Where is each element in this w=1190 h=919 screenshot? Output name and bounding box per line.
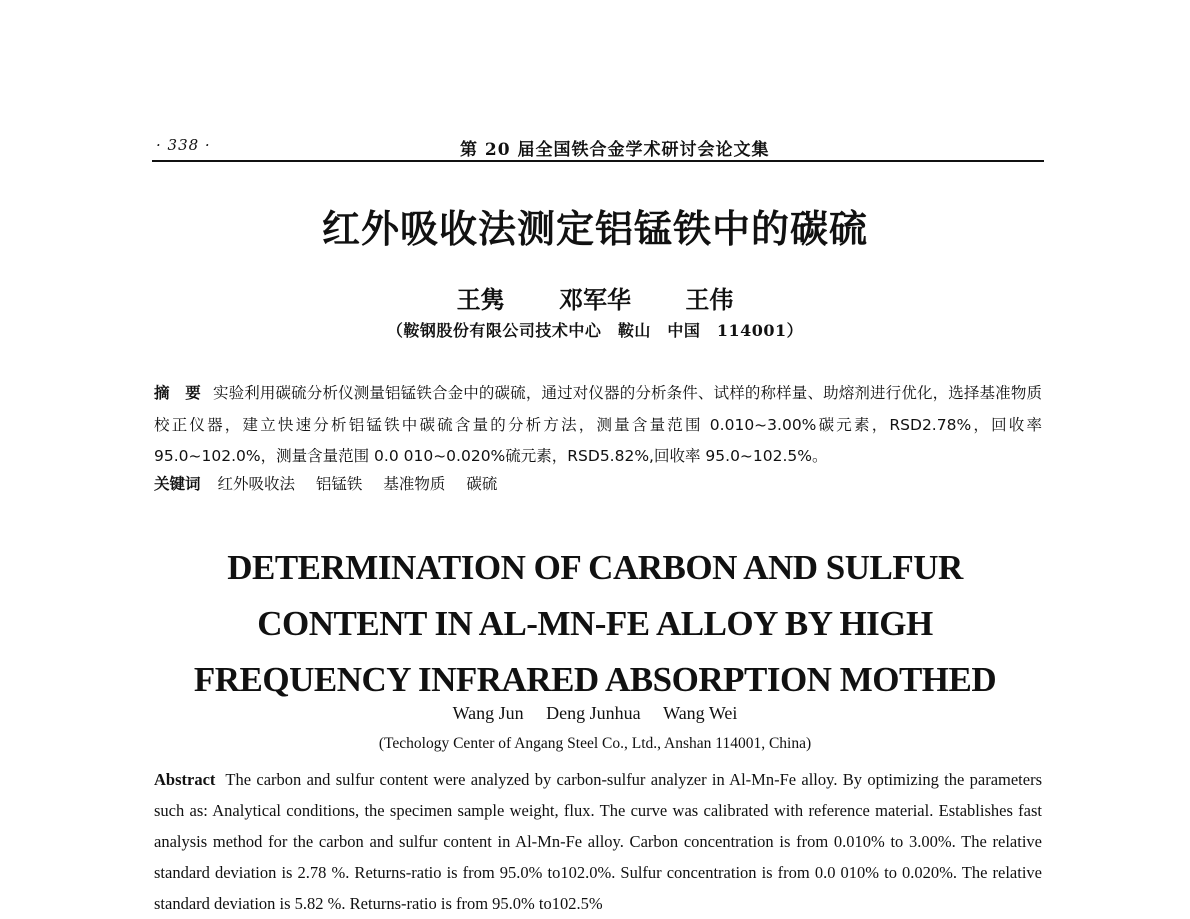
chinese-title: 红外吸收法测定铝锰铁中的碳硫: [321, 207, 868, 251]
proceedings-title: 第 20 届全国铁合金学术研讨会论文集: [460, 140, 770, 160]
english-title-line: DETERMINATION OF CARBON AND SULFUR: [227, 548, 963, 587]
english-abstract-text: The carbon and sulfur content were analyzed by carbon-sulfur analyzer in Al-Mn-Fe alloy. By optimizing the parameters such as: Analytical conditions, the specimen sample weight, flux. The curve was calibrated with reference material. Establishes fast analysis method for the carbon and sulfur content in Al-Mn-Fe alloy. Carbon concentration is from 0.010% to 3.00%. The relative standard deviation is 2.78 %. Returns-ratio is from 95.0% to102.0%. Sulfur concentration is from 0.0 010% to 0.020%. The relative standard deviation is 5.82 %. Returns-ratio is from 95.0% to102.5%: [154, 770, 1042, 913]
chinese-authors: [0, 280, 1190, 315]
author-2: 邓军华: [559, 285, 631, 314]
keywords-label: 关键词: [154, 475, 201, 493]
english-title-line: CONTENT IN AL-MN-FE ALLOY BY HIGH: [257, 604, 933, 643]
chinese-abstract-label: 摘 要: [154, 384, 201, 402]
keyword: 基准物质: [383, 475, 446, 493]
chinese-keywords: [154, 472, 1042, 494]
english-affiliation: (Techology Center of Angang Steel Co., Ltd., Anshan 114001, China): [378, 735, 812, 752]
chinese-affiliation: （鞍钢股份有限公司技术中心 鞍山 中国 114001）: [386, 321, 804, 340]
chinese-abstract: [154, 378, 1042, 473]
page-number: · 338 ·: [156, 136, 211, 154]
chinese-abstract-text: 实验利用碳硫分析仪测量铝锰铁合金中的碳硫，通过对仪器的分析条件、试样的称样量、助熔剂进行优化，选择基准物质校正仪器，建立快速分析铝锰铁中碳硫含量的分析方法，测量含量范围 0.010~3.00%碳元素，RSD2.78%，回收率 95.0~102.0%，测量含量范围 0.0 010~0.020%硫元素，RSD5.82%,回收率 95.0~102.5%。: [154, 384, 1042, 465]
english-abstract-label: Abstract: [154, 770, 216, 789]
author-3: 王伟: [685, 285, 734, 314]
author-1: 王隽: [456, 285, 505, 314]
english-abstract: [154, 764, 1042, 919]
keyword: 红外吸收法: [217, 475, 295, 493]
keyword: 铝锰铁: [315, 475, 363, 493]
english-author-3: Wang Wei: [663, 703, 738, 723]
english-authors: [0, 703, 1190, 724]
english-title-line: FREQUENCY INFRARED ABSORPTION MOTHED: [193, 660, 997, 699]
english-author-2: Deng Junhua: [546, 703, 641, 723]
english-title: [0, 540, 1190, 708]
english-author-1: Wang Jun: [452, 703, 524, 723]
running-header: [152, 134, 1044, 162]
keyword: 碳硫: [466, 475, 498, 493]
